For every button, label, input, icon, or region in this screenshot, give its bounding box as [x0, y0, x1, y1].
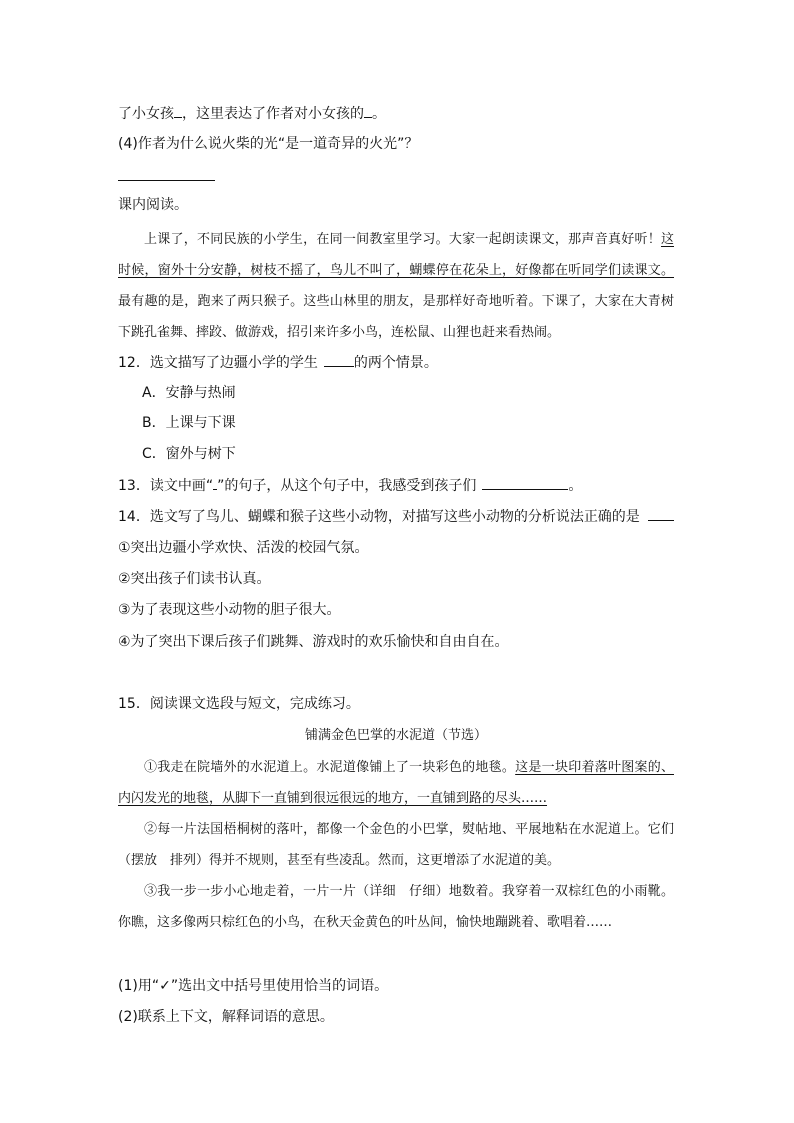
q14-item-1: ①突出边疆小学欢快、活泼的校园气氛。	[118, 540, 369, 556]
q13-stem	[118, 475, 582, 496]
q14-item-2: ②突出孩子们读书认真。	[118, 571, 271, 587]
q14-item-4: ④为了突出下课后孩子们跳舞、游戏时的欢乐愉快和自由自在。	[118, 634, 509, 650]
section-heading: 课内阅读。	[118, 197, 188, 213]
q14-stem-text: 14．选文写了鸟儿、蝴蝶和猴子这些小动物，对描写这些小动物的分析说法正确的是	[118, 509, 640, 525]
passage-text-2: 最有趣的是，跑来了两只猴子。这些山林里的朋友，是那样好奇地听着。下课了，大家在大青树下跳孔雀舞、摔跤、做游戏，招引来许多小鸟，连松鼠、山狸也赶来看热闹。	[118, 294, 674, 340]
q12-stem	[118, 352, 438, 373]
q15-p1-underlined: 这是一块印着落叶图案的、内闪发光的地毯，从脚下一直铺到很远很远的地方，一直铺到路的尽头……	[118, 760, 674, 806]
q12-option-b[interactable]: B．上课与下课	[142, 415, 236, 431]
q12-stem-text-b: 的两个情景。	[353, 355, 438, 371]
q15-sub2: (2)联系上下文，解释词语的意思。	[118, 1009, 334, 1025]
q13-stem-text-a: 13．读文中画“	[118, 478, 214, 494]
q12-option-a[interactable]: A．安静与热闹	[142, 385, 236, 401]
q11-line1	[118, 103, 386, 124]
q15-sub1: (1)用“✓”选出文中括号里使用恰当的词语。	[118, 978, 389, 994]
fill-blank[interactable]	[364, 103, 372, 118]
q14-item-3: ③为了表现这些小动物的胆子很大。	[118, 602, 341, 618]
fill-blank[interactable]	[482, 475, 568, 490]
answer-line[interactable]	[118, 180, 215, 181]
q12-option-c[interactable]: C．窗外与树下	[142, 446, 236, 462]
q15-p2: ②每一片法国梧桐树的落叶，都像一个金色的小巴掌，熨帖地、平展地粘在水泥道上。它们（摆放 排列）得并不规则，甚至有些凌乱。然而，这更增添了水泥道的美。	[118, 822, 674, 868]
q15-passage-title: 铺满金色巴掌的水泥道（节选）	[304, 728, 487, 743]
fill-blank[interactable]	[324, 352, 354, 367]
q15-stem: 15．阅读课文选段与短文，完成练习。	[118, 696, 360, 712]
q11-line1-end: 。	[372, 106, 386, 122]
q13-stem-end: 。	[568, 478, 583, 494]
fill-blank[interactable]	[648, 506, 674, 521]
passage-underlined-sentence: 这时候，窗外十分安静，树枝不摇了，鸟儿不叫了，蝴蝶停在花朵上，好像都在听同学们读课文。	[118, 232, 674, 278]
q11-sub4: (4)作者为什么说火柴的光“是一道奇异的火光”？	[118, 136, 419, 152]
inclass-passage	[118, 224, 674, 348]
q11-line1-text-b: ，这里表达了作者对小女孩的	[182, 106, 364, 122]
q13-stem-text-b: ”的句子，从这个句子中，我感受到孩子们	[217, 478, 477, 494]
q14-stem	[118, 506, 674, 527]
q12-stem-text-a: 12．选文描写了边疆小学的学生	[118, 355, 318, 371]
passage-text-1: 上课了，不同民族的小学生，在同一间教室里学习。大家一起朗读课文，那声音真好听！	[144, 232, 661, 247]
q11-line1-text-a: 了小女孩	[118, 106, 174, 122]
q15-passage	[118, 752, 674, 938]
fill-blank[interactable]	[174, 103, 182, 118]
q15-p1-text: ①我走在院墙外的水泥道上。水泥道像铺上了一块彩色的地毯。	[144, 760, 516, 775]
q15-p3: ③我一步一步小心地走着，一片一片（详细 仔细）地数着。我穿着一双棕红色的小雨靴。你瞧，这多像两只棕红色的小鸟，在秋天金黄色的叶丛间，愉快地蹦跳着、歌唱着……	[118, 884, 674, 930]
